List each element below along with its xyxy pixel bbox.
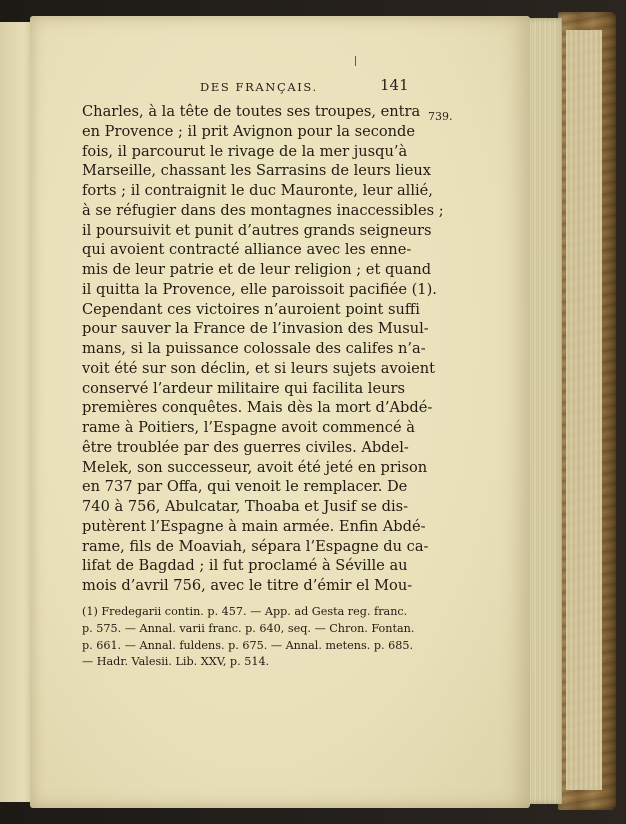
body-line: pour sauver la France de l’invasion des Musul- [82,320,429,338]
body-line: il quitta la Provence, elle paroissoit pacifiée (1). [82,280,437,298]
body-line: être troublée par des guerres civiles. Abdel- [82,438,409,456]
body-line: qui avoient contracté alliance avec les enne- [82,241,412,259]
body-line: en 737 par Offa, qui venoit le remplacer. De [82,478,408,496]
body-line: rame à Poitiers, l’Espagne avoit commencé à [82,419,415,436]
body-line: fois, il parcourut le rivage de la mer jusqu’à [82,142,408,160]
body-line: putèrent l’Espagne à main armée. Enfin Abdé- [82,517,426,535]
body-line: rame, fils de Moaviah, sépara l’Espagne du ca- [82,537,429,555]
body-line: mis de leur patrie et de leur religion ; et quand [82,261,432,278]
body-line: en Provence ; il prit Avignon pour la seconde [82,122,416,140]
body-line: il poursuivit et punit d’autres grands seigneurs [82,221,432,239]
body-line: à se réfugier dans des montagnes inaccessibles ; [82,201,444,219]
body-line: Charles, à la tête de toutes ses troupes, entra [82,103,421,120]
body-line: conservé l’ardeur militaire qui facilita leurs [82,379,405,397]
body-line: Melek, son successeur, avoit été jeté en prison [82,458,428,476]
body-line: mois d’avril 756, avec le titre d’émir el Mou- [82,577,413,594]
body-line: forts ; il contraignit le duc Mauronte, leur allié, [82,182,433,199]
body-line: Cependant ces victoires n’auroient point suffi [82,300,420,318]
page-number: 141 [380,76,409,94]
cover-endpaper [566,30,602,790]
footnote-line: (1) Fredegarii contin. p. 457. — App. ad Gesta reg. franc. [82,605,408,618]
footnotes [82,604,415,671]
body-line: mans, si la puissance colossale des califes n’a- [82,340,426,357]
body-line: voit été sur son déclin, et si leurs sujets avoient [82,359,436,377]
body-line: lifat de Bagdad ; il fut proclamé à Séville au [82,557,408,575]
body-line: premières conquêtes. Mais dès la mort d’Abdé- [82,399,433,417]
previous-page-edge [0,22,34,802]
page-mark [355,56,356,66]
footnote-line: p. 575. — Annal. varii franc. p. 640, seq. — Chron. Fontan. [82,621,415,635]
running-head-title: DES FRANÇAIS. [200,80,318,94]
running-head [0,76,626,96]
footnote-line: — Hadr. Valesii. Lib. XXV, p. 514. [82,655,270,669]
body-line: 740 à 756, Abulcatar, Thoaba et Jusif se dis- [82,498,409,515]
footnote-line: p. 661. — Annal. fuldens. p. 675. — Annal. metens. p. 685. [82,638,414,652]
body-line: Marseille, chassant les Sarrasins de leurs lieux [82,162,432,180]
margin-note-year: 739. [428,110,453,123]
